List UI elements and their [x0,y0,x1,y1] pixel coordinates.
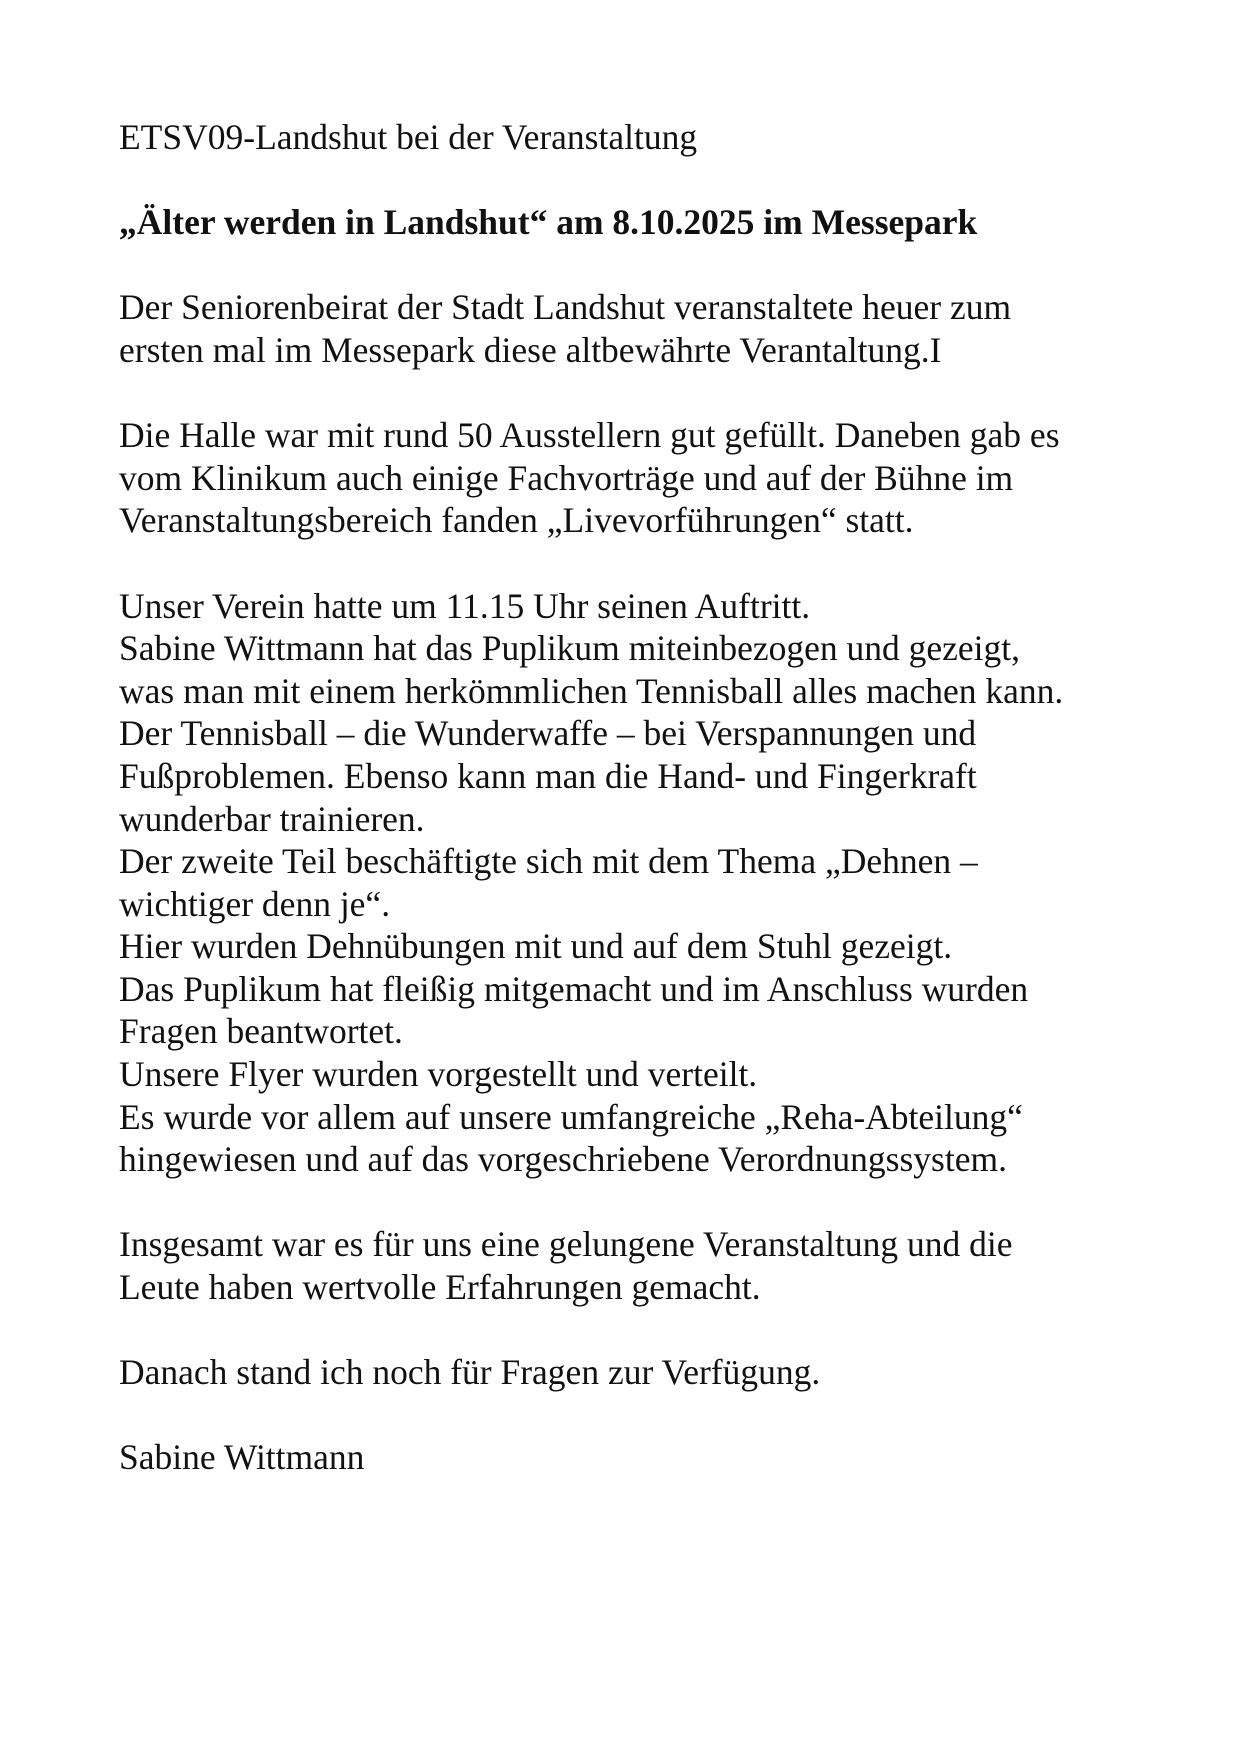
document-header [119,116,1140,159]
closing-paragraph [119,1351,1140,1394]
text-line: hingewiesen und auf das vorgeschriebene Verordnungssystem. [119,1139,1007,1180]
text-line: Der Tennisball – die Wunderwaffe – bei Verspannungen und [119,713,977,754]
document-title [119,201,1140,244]
text-line: Der Seniorenbeirat der Stadt Landshut veranstaltete heuer zum [119,287,1012,328]
text-line: Unser Verein hatte um 11.15 Uhr seinen Auftritt. [119,585,811,626]
title-line: „Älter werden in Landshut“ am 8.10.2025 im Messepark [119,202,978,243]
text-line: Das Puplikum hat fleißig mitgemacht und im Anschluss wurden [119,968,1029,1009]
closing-line: Danach stand ich noch für Fragen zur Verfügung. [119,1352,821,1393]
text-line: Fußproblemen. Ebenso kann man die Hand- und Fingerkraft [119,755,977,796]
text-line: Fragen beantwortet. [119,1011,403,1052]
text-line: was man mit einem herkömmlichen Tennisball alles machen kann. [119,670,1064,711]
text-line: Die Halle war mit rund 50 Ausstellern gut gefüllt. Daneben gab es [119,415,1060,456]
text-line: ersten mal im Messepark diese altbewährte Verantaltung.I [119,329,942,370]
text-line: Veranstaltungsbereich fanden „Livevorführungen“ statt. [119,500,914,541]
text-line: Es wurde vor allem auf unsere umfangreiche „Reha-Abteilung“ [119,1096,1023,1137]
program-paragraph [119,585,1140,1181]
text-line: Unsere Flyer wurden vorgestellt und verteilt. [119,1054,758,1095]
text-line: Hier wurden Dehnübungen mit und auf dem Stuhl gezeigt. [119,926,953,967]
intro-paragraph [119,286,1140,371]
header-line: ETSV09-Landshut bei der Veranstaltung [119,117,698,157]
text-line: Sabine Wittmann hat das Puplikum miteinbezogen und gezeigt, [119,628,1021,669]
text-line: Der zweite Teil beschäftigte sich mit dem Thema „Dehnen – [119,841,978,882]
signature-line: Sabine Wittmann [119,1437,365,1478]
text-line: wichtiger denn je“. [119,883,391,924]
text-line: Leute haben wertvolle Erfahrungen gemacht. [119,1267,761,1308]
text-line: Insgesamt war es für uns eine gelungene Veranstaltung und die [119,1224,1013,1265]
text-line: vom Klinikum auch einige Fachvorträge und auf der Bühne im [119,457,1014,498]
text-line: wunderbar trainieren. [119,798,425,839]
signature [119,1436,1140,1479]
summary-paragraph [119,1223,1140,1308]
hall-paragraph [119,414,1140,542]
